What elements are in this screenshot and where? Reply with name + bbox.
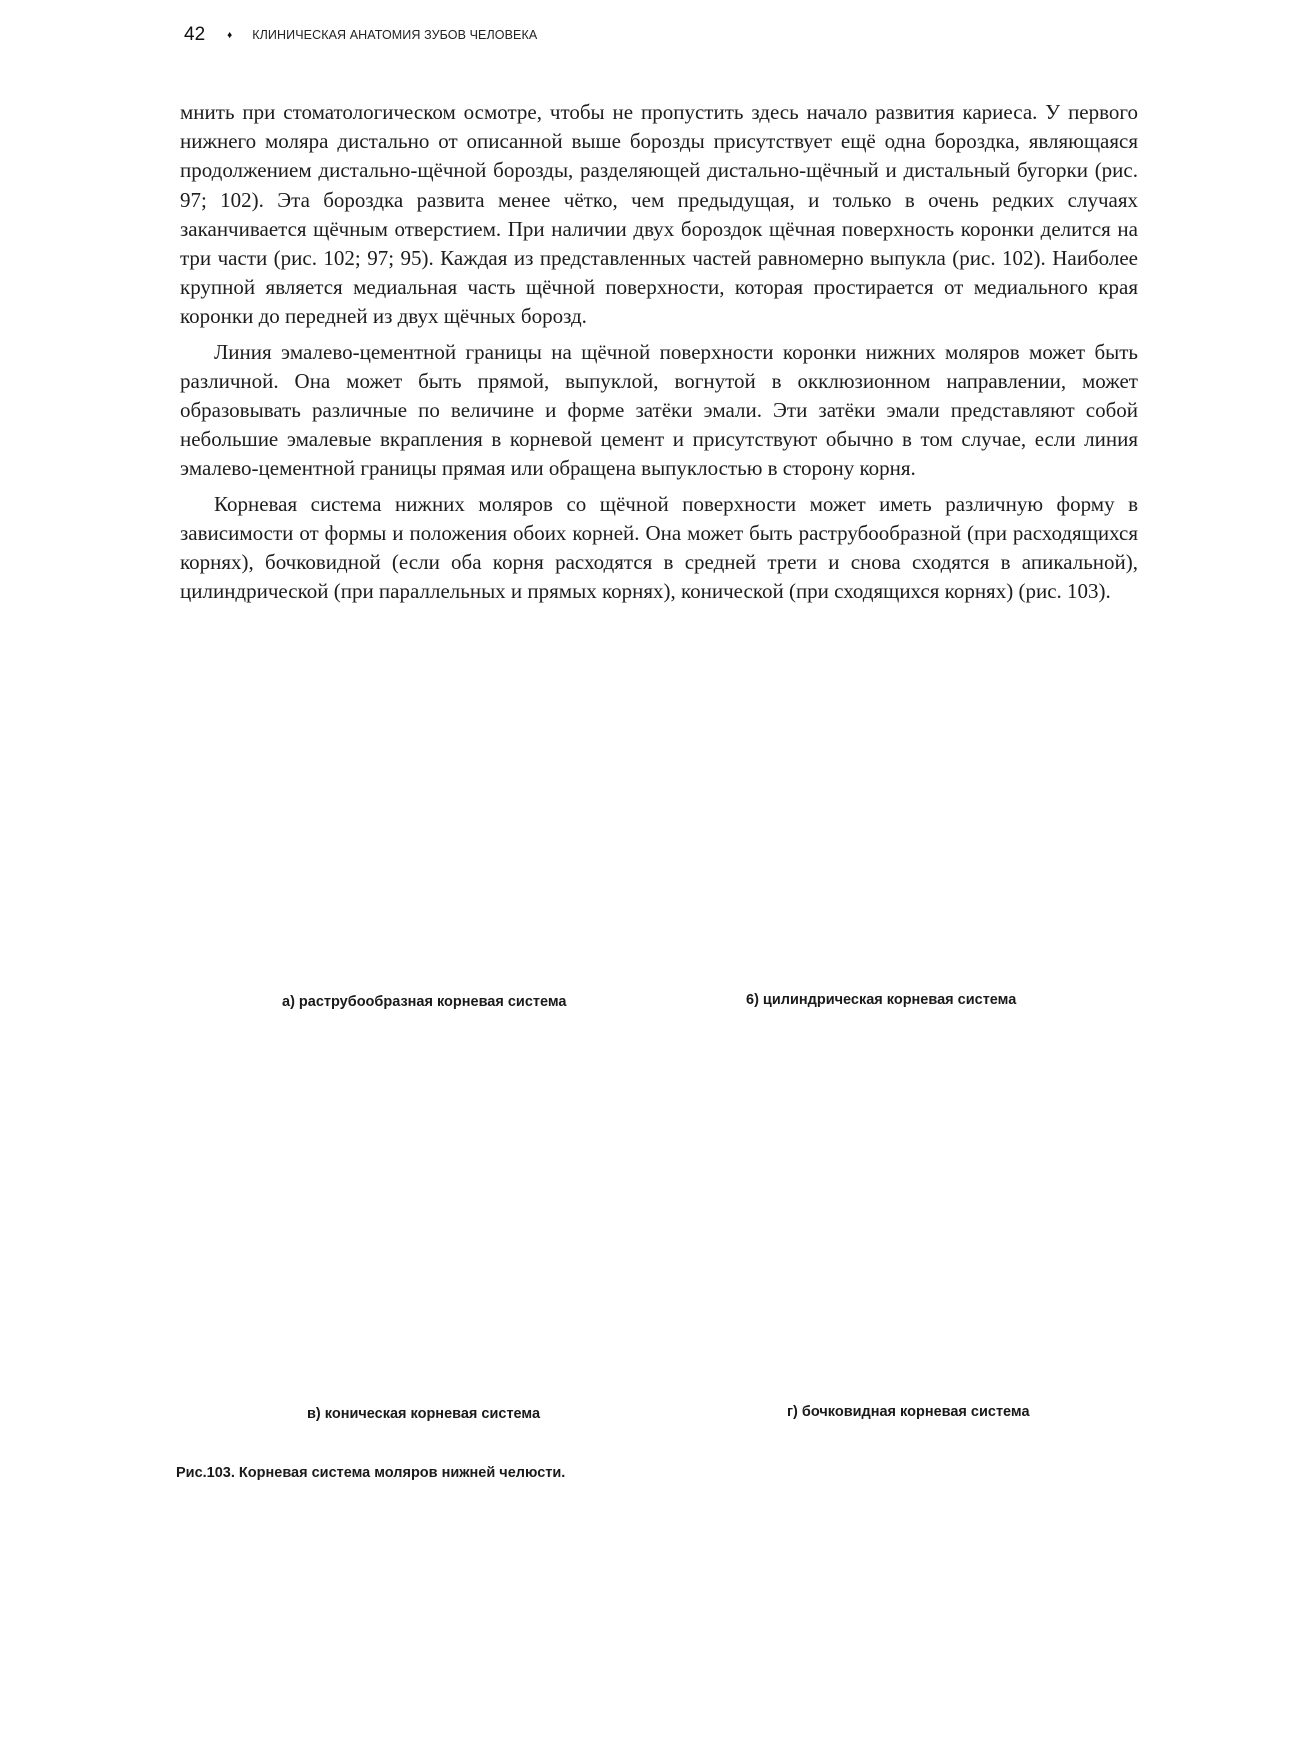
subcaption-a: а) раструбообразная корневая система xyxy=(282,994,567,1010)
paragraph-1: мнить при стоматологическом осмотре, чтобы не пропустить здесь начало развития кариеса. У первого нижнего моляра дистально от описанной выше борозды присутствует ещё одна бороздка, являющаяся продолжением дистально-щёчной борозды, разделяющей дистально-щёчный и дистальный бугорки (рис. 97; 102). Эта бороздка развита менее чётко, чем предыдущая, и только в очень редких случаях заканчивается щёчным отверстием. При наличии двух бороздок щёчная поверхность коронки делится на три части (рис. 102; 97; 95). Каждая из представленных частей равномерно выпукла (рис. 102). Наиболее крупной является медиальная часть щёчной поверхности, которая простирается от медиального края коронки до передней из двух щёчных борозд. xyxy=(180,100,1138,329)
subcaption-g: г) бочковидная корневая система xyxy=(787,1404,1030,1420)
figure-caption: Рис.103. Корневая система моляров нижней челюсти. xyxy=(176,1465,566,1481)
paragraph-3: Корневая система нижних моляров со щёчной поверхности может иметь различную форму в зависимости от формы и положения обоих корней. Она может быть раструбообразной (при расходящихся корнях), бочковидной (если оба корня расходятся в средней трети и снова сходятся в апикальной), цилиндрической (при параллельных и прямых корнях), конической (при сходящихся корнях) (рис. 103). xyxy=(180,491,1138,604)
diamond-separator-icon: ♦ xyxy=(227,29,233,41)
body-text xyxy=(180,98,1138,612)
running-header xyxy=(184,20,537,50)
subcaption-b: 6) цилиндрическая корневая система xyxy=(746,992,1017,1008)
page-number: 42 xyxy=(184,24,206,45)
figure-103-area xyxy=(180,690,1138,1450)
paragraph-2: Линия эмалево-цементной границы на щёчной поверхности коронки нижних моляров может быть различной. Она может быть прямой, выпуклой, вогнутой в окклюзионном направлении, может образовывать различные по величине и форме затёки эмали. Эти затёки эмали представляют собой небольшие эмалевые вкрапления в корневой цемент и присутствуют обычно в том случае, если линия эмалево-цементной границы прямая или обращена выпуклостью в сторону корня. xyxy=(180,339,1138,481)
subcaption-v: в) коническая корневая система xyxy=(307,1406,541,1422)
running-title: КЛИНИЧЕСКАЯ АНАТОМИЯ ЗУБОВ ЧЕЛОВЕКА xyxy=(252,28,538,42)
